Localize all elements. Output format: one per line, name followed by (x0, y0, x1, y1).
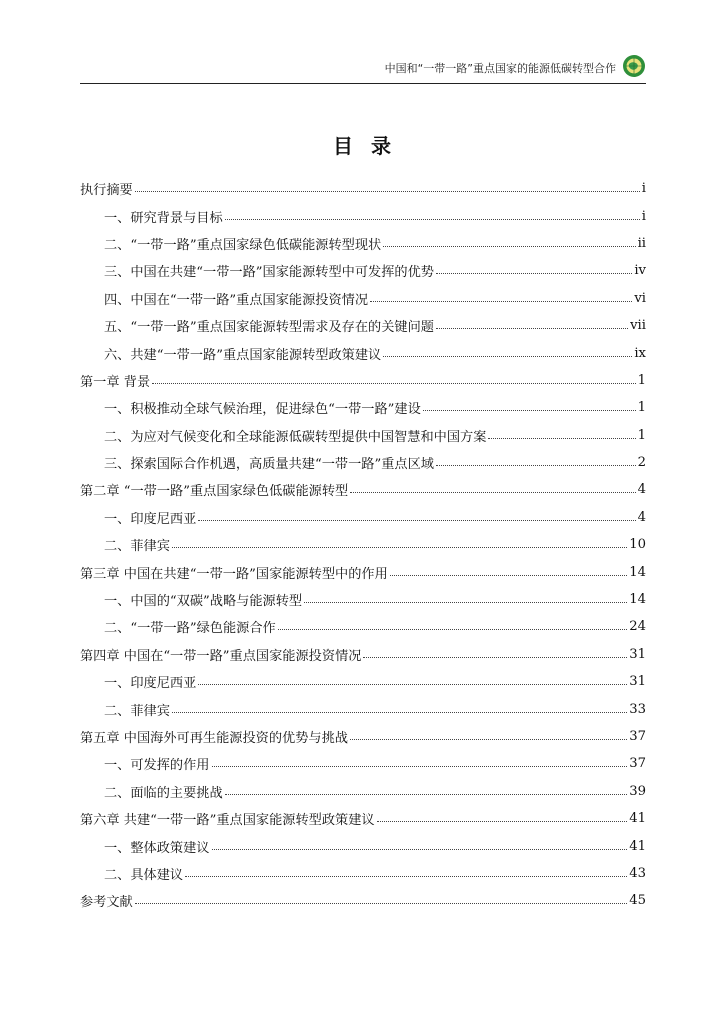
toc-entry-label: 三、中国在共建“一带一路”国家能源转型中可发挥的优势 (104, 265, 434, 281)
toc-entry-page-number: 41 (629, 811, 646, 827)
toc-entry-label: 一、印度尼西亚 (104, 511, 197, 527)
toc-entry[interactable] (80, 367, 646, 394)
toc-entry-page-number: 39 (629, 783, 646, 799)
dot-leader (172, 712, 627, 713)
toc-entry[interactable] (80, 586, 646, 613)
dot-leader (377, 821, 628, 822)
toc-entry-label: 第四章 中国在“一带一路”重点国家能源投资情况 (80, 648, 362, 664)
toc-entry-page-number: 2 (637, 455, 646, 471)
dot-leader (383, 356, 632, 357)
toc-entry[interactable] (80, 504, 646, 531)
toc-entry-page-number: vii (630, 318, 646, 334)
toc-entry[interactable] (80, 805, 646, 832)
toc-entry-label: 第二章 “一带一路”重点国家绿色低碳能源转型 (80, 484, 349, 500)
toc-entry-label: 二、具体建议 (104, 867, 184, 883)
dot-leader (363, 657, 627, 658)
toc-entry[interactable] (80, 723, 646, 750)
toc-entry[interactable] (80, 860, 646, 887)
dot-leader (185, 876, 627, 877)
toc-entry[interactable] (80, 750, 646, 777)
toc-entry-page-number: 1 (637, 372, 646, 388)
toc-entry-page-number: 43 (629, 865, 646, 881)
dot-leader (436, 273, 632, 274)
toc-entry-page-number: iv (634, 263, 646, 279)
running-title: 中国和“一带一路”重点国家的能源低碳转型合作 (384, 62, 616, 75)
toc-entry-label: 第六章 共建“一带一路”重点国家能源转型政策建议 (80, 813, 375, 829)
toc-entry[interactable] (80, 778, 646, 805)
globe-emblem-icon (622, 54, 646, 78)
toc-entry-label: 第三章 中国在共建“一带一路”国家能源转型中的作用 (80, 566, 388, 582)
dot-leader (370, 301, 632, 302)
toc-entry-label: 二、为应对气候变化和全球能源低碳转型提供中国智慧和中国方案 (104, 429, 487, 445)
dot-leader (135, 191, 640, 192)
toc-entry-page-number: 1 (637, 400, 646, 416)
toc-entry-page-number: 37 (629, 729, 646, 744)
toc-entry-page-number: 4 (637, 509, 646, 525)
dot-leader (135, 903, 627, 904)
toc-entry[interactable] (80, 202, 646, 229)
toc-entry-label: 一、印度尼西亚 (104, 676, 197, 692)
toc-entry[interactable] (80, 257, 646, 284)
toc-entry-label: 参考文献 (80, 895, 133, 911)
toc-entry-label: 三、探索国际合作机遇，高质量共建“一带一路”重点区域 (104, 457, 434, 473)
toc-entry[interactable] (80, 394, 646, 421)
dot-leader (350, 492, 635, 493)
toc-entry-label: 四、中国在“一带一路”重点国家能源投资情况 (104, 292, 369, 308)
dot-leader (172, 547, 627, 548)
toc-entry[interactable] (80, 695, 646, 722)
dot-leader (212, 849, 628, 850)
dot-leader (436, 328, 628, 329)
toc-entry[interactable] (80, 476, 646, 503)
toc-entry[interactable] (80, 449, 646, 476)
toc-entry[interactable] (80, 668, 646, 695)
toc-entry-page-number: ix (634, 345, 646, 361)
toc-entry-page-number: 24 (629, 619, 646, 635)
toc-entry[interactable] (80, 832, 646, 859)
dot-leader (198, 684, 627, 685)
dot-leader (488, 438, 635, 439)
toc-entry-label: 一、中国的“双碳”战略与能源转型 (104, 594, 303, 610)
toc-entry-page-number: i (641, 181, 646, 197)
toc-entry-page-number: 45 (629, 893, 646, 909)
toc-entry-label: 二、“一带一路”绿色能源合作 (104, 621, 276, 637)
toc-entry-label: 一、积极推动全球气候治理，促进绿色“一带一路”建设 (104, 402, 421, 418)
toc-entry-page-number: 1 (637, 427, 646, 443)
toc-entry-label: 二、面临的主要挑战 (104, 785, 223, 801)
toc-entry[interactable] (80, 312, 646, 339)
toc-entry-label: 一、整体政策建议 (104, 840, 210, 856)
toc-entry-page-number: 10 (629, 537, 646, 553)
toc-entry-page-number: ii (637, 235, 646, 251)
toc-entry-page-number: vi (634, 290, 646, 306)
page-header (80, 56, 646, 84)
toc-entry-page-number: 33 (629, 701, 646, 717)
toc-entry-label: 一、可发挥的作用 (104, 758, 210, 774)
toc-entry-page-number: 31 (629, 674, 646, 690)
toc-entry-label: 五、“一带一路”重点国家能源转型需求及存在的关键问题 (104, 320, 434, 336)
toc-entry-page-number: 37 (629, 756, 646, 772)
toc-entry-label: 六、共建“一带一路”重点国家能源转型政策建议 (104, 347, 382, 363)
toc-entry[interactable] (80, 339, 646, 366)
dot-leader (304, 602, 627, 603)
dot-leader (436, 465, 636, 466)
toc-entry[interactable] (80, 531, 646, 558)
dot-leader (152, 383, 635, 384)
dot-leader (225, 219, 640, 220)
toc-entry[interactable] (80, 285, 646, 312)
dot-leader (212, 766, 628, 767)
header-divider (80, 83, 646, 84)
toc-entry[interactable] (80, 175, 646, 202)
toc-entry[interactable] (80, 613, 646, 640)
dot-leader (278, 629, 627, 630)
toc-entry-page-number: 41 (629, 838, 646, 854)
dot-leader (225, 794, 628, 795)
toc-entry[interactable] (80, 422, 646, 449)
toc-entry[interactable] (80, 641, 646, 668)
page-title: 目录 (333, 134, 409, 158)
toc-entry-page-number: 14 (629, 592, 646, 608)
toc-entry-page-number: 14 (629, 564, 646, 580)
toc-entry-label: 第五章 中国海外可再生能源投资的优势与挑战 (80, 731, 348, 746)
toc-entry[interactable] (80, 558, 646, 585)
toc-entry-label: 二、“一带一路”重点国家绿色低碳能源转型现状 (104, 237, 382, 253)
toc-entry-page-number: 31 (629, 646, 646, 662)
toc-entry-label: 第一章 背景 (80, 374, 151, 390)
dot-leader (423, 410, 636, 411)
dot-leader (350, 739, 627, 740)
toc-entry[interactable] (80, 887, 646, 914)
toc-entry-label: 一、研究背景与目标 (104, 210, 223, 226)
dot-leader (198, 520, 635, 521)
toc-entry-label: 执行摘要 (80, 183, 133, 199)
toc-entry-label: 二、菲律宾 (104, 539, 170, 555)
dot-leader (383, 246, 635, 247)
dot-leader (390, 575, 627, 576)
toc-entry-label: 二、菲律宾 (104, 703, 170, 719)
toc-entry-page-number: 4 (637, 482, 646, 498)
toc-entry[interactable] (80, 230, 646, 257)
toc-entry-page-number: i (641, 208, 646, 224)
table-of-contents (80, 175, 646, 915)
